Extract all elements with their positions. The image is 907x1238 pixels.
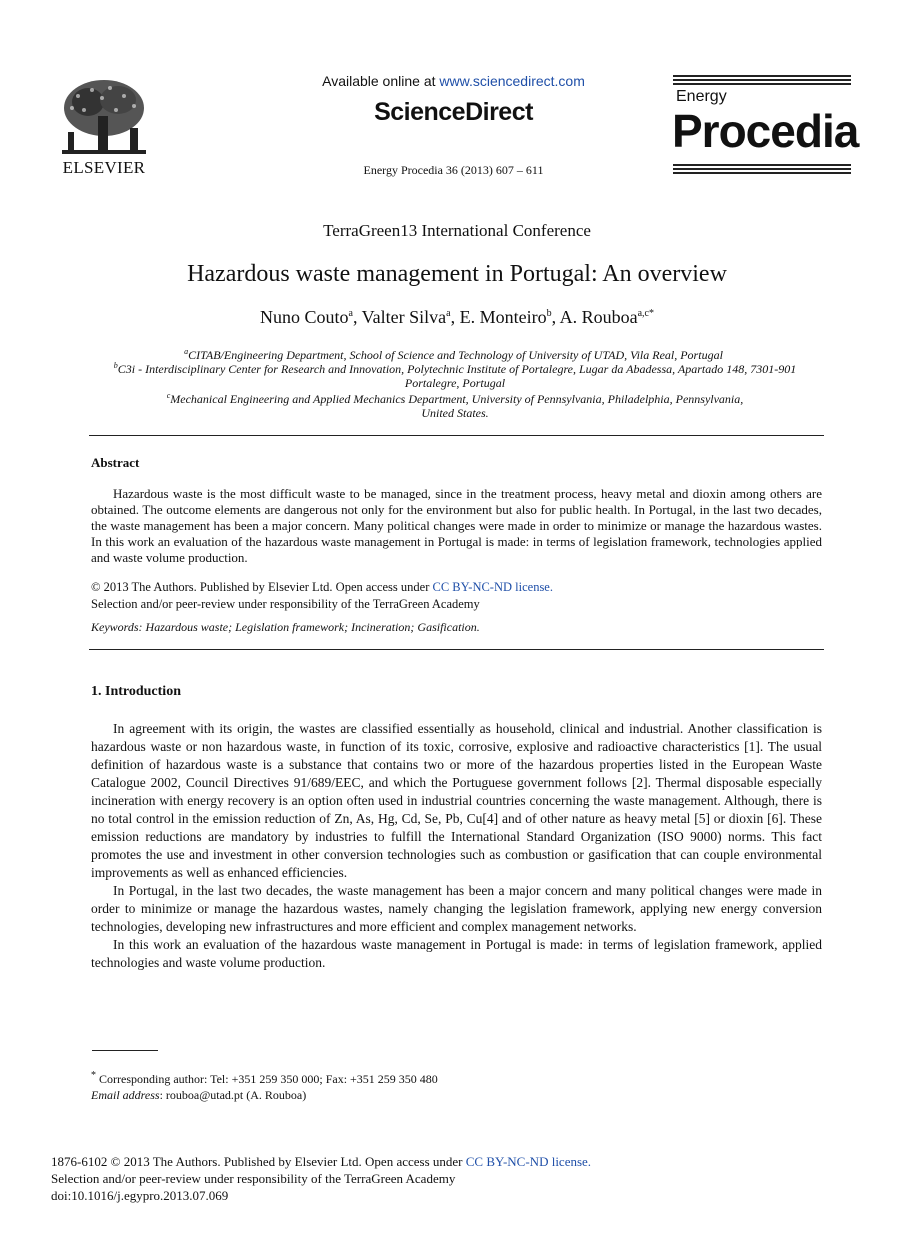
email-line <box>91 1088 306 1103</box>
author-name: Nuno Couto <box>260 307 349 327</box>
corresponding-author-text: Corresponding author: Tel: +351 259 350 000; Fax: +351 259 350 480 <box>99 1072 438 1086</box>
footer-issn-line <box>51 1153 591 1170</box>
divider-bottom <box>89 649 824 650</box>
author-affiliation-mark: b <box>546 308 552 319</box>
sciencedirect-logo: ScienceDirect <box>374 98 533 126</box>
author-name: E. Monteiro <box>459 307 547 327</box>
author-affiliation-mark: a,c* <box>637 308 654 319</box>
conference-name: TerraGreen13 International Conference <box>323 221 591 240</box>
available-online-text: Available online at <box>322 73 440 89</box>
affiliation-mark: c <box>166 391 171 400</box>
affiliation-c <box>90 389 820 420</box>
author-affiliation-mark: a <box>446 308 451 319</box>
affiliation-b <box>90 359 820 390</box>
footer-peer-review: Selection and/or peer-review under responsibility of the TerraGreen Academy <box>51 1171 456 1186</box>
journal-logo-rule <box>673 79 851 81</box>
corresponding-author <box>91 1068 438 1087</box>
elsevier-wordmark: ELSEVIER <box>62 158 146 177</box>
journal-logo-rule <box>673 83 851 85</box>
sciencedirect-link[interactable]: www.sciencedirect.com <box>439 73 585 89</box>
author-list <box>0 307 907 328</box>
affiliation-mark: a <box>184 347 189 356</box>
email-label: Email address <box>91 1088 160 1102</box>
journal-logo-energy: Energy <box>676 88 727 105</box>
journal-logo-rule <box>673 168 851 170</box>
affiliation-text: CITAB/Engineering Department, School of Science and Technology of University of UTAD, Vila Real, Portugal <box>188 348 723 362</box>
affiliation-text: Portalegre, Portugal <box>404 376 506 390</box>
intro-paragraph: In Portugal, in the last two decades, the waste management has been a major concern and many political changes were made in order to minimize or manage the hazardous wastes, namely changing the legislation framework, applying new energy conversion technologies, developing new infrastructures and more efficient and complex management networks. <box>91 883 822 934</box>
author-separator: , <box>450 307 460 327</box>
author-separator: , <box>551 307 560 327</box>
introduction-body <box>91 720 822 972</box>
footer-license-link[interactable]: CC BY-NC-ND license. <box>465 1154 592 1169</box>
author-name: A. Rouboa <box>559 307 638 327</box>
copyright-text: © 2013 The Authors. Published by Elsevier Ltd. Open access under <box>91 580 433 594</box>
license-link[interactable]: CC BY-NC-ND license. <box>432 580 553 594</box>
section-heading-introduction: 1. Introduction <box>91 684 181 699</box>
author-name: Valter Silva <box>361 307 447 327</box>
divider-top <box>89 435 824 436</box>
peer-review-line: Selection and/or peer-review under responsibility of the TerraGreen Academy <box>91 597 480 611</box>
copyright-line <box>91 579 822 595</box>
author-separator: , <box>352 307 362 327</box>
journal-citation: Energy Procedia 36 (2013) 607 – 611 <box>363 163 544 177</box>
journal-logo-rule <box>673 75 851 77</box>
keywords: Keywords: Hazardous waste; Legislation framework; Incineration; Gasification. <box>91 620 480 634</box>
footnote-mark: * <box>91 1070 96 1081</box>
email-value: : rouboa@utad.pt (A. Rouboa) <box>159 1088 307 1102</box>
journal-logo-rule <box>673 172 851 174</box>
abstract-heading: Abstract <box>91 455 140 470</box>
intro-paragraph: In this work an evaluation of the hazardous waste management in Portugal is made: in terms of legislation framework, applied technologies and waste volume production. <box>91 937 822 970</box>
affiliation-text: C3i - Interdisciplinary Center for Research and Innovation, Polytechnic Institute of Portalegre, Lugar da Abadessa, Apartado 148, 7301-901 <box>117 362 797 376</box>
footer-copyright: 1876-6102 © 2013 The Authors. Published by Elsevier Ltd. Open access under <box>51 1154 466 1169</box>
intro-paragraph: In agreement with its origin, the wastes are classified essentially as household, clinical and industrial. Another classification is hazardous waste or non hazardous waste, in function of its toxic, corrosive, explosive and radioactive characteristics [1]. The usual definition of hazardous waste is a substance that contains two or more of the hazardous properties listed in the European Waste Catalogue 2002, Council Directives 91/689/EEC, and which the Portuguese government follows [2]. Thermal disposable especially incineration with energy recovery is an option often used in industrial countries concerning the waste management. Although, there is no total control in the emission reduction of Zn, As, Hg, Cd, Se, Pb, Cu[4] and of other nature as heavy metal [5] or dioxin [6]. These emission reductions are mandatory by industries to fulfill the International Standard Organization (ISO 9000) norms. This fact promotes the use and investment in other conversion technologies such as combustion or gasification that can couple environmental improvements as well as enhanced efficiencies. <box>91 721 822 880</box>
footnote-rule <box>92 1050 158 1051</box>
journal-logo-procedia: Procedia <box>672 105 859 157</box>
footer-doi[interactable]: doi:10.1016/j.egypro.2013.07.069 <box>51 1188 229 1203</box>
affiliation-text: Mechanical Engineering and Applied Mechanics Department, University of Pennsylvania, Philadelphia, Pennsylvania, <box>170 392 744 406</box>
affiliation-text: United States. <box>421 406 489 420</box>
paper-title: Hazardous waste management in Portugal: An overview <box>187 261 727 287</box>
author-affiliation-mark: a <box>348 308 353 319</box>
journal-logo-rule <box>673 164 851 166</box>
affiliation-mark: b <box>113 361 118 370</box>
abstract-text: Hazardous waste is the most difficult waste to be managed, since in the treatment process, heavy metal and dioxin among others are obtained. The outcome elements are dangerous not only for the environment but also for public health. In Portugal, in the last two decades, the waste management has been a major concern. Many political changes were made in order to minimize or manage the hazardous wastes. In this work an evaluation of the hazardous waste management in Portugal is made: in terms of legislation framework, technologies applied and waste volume production. <box>91 486 822 565</box>
